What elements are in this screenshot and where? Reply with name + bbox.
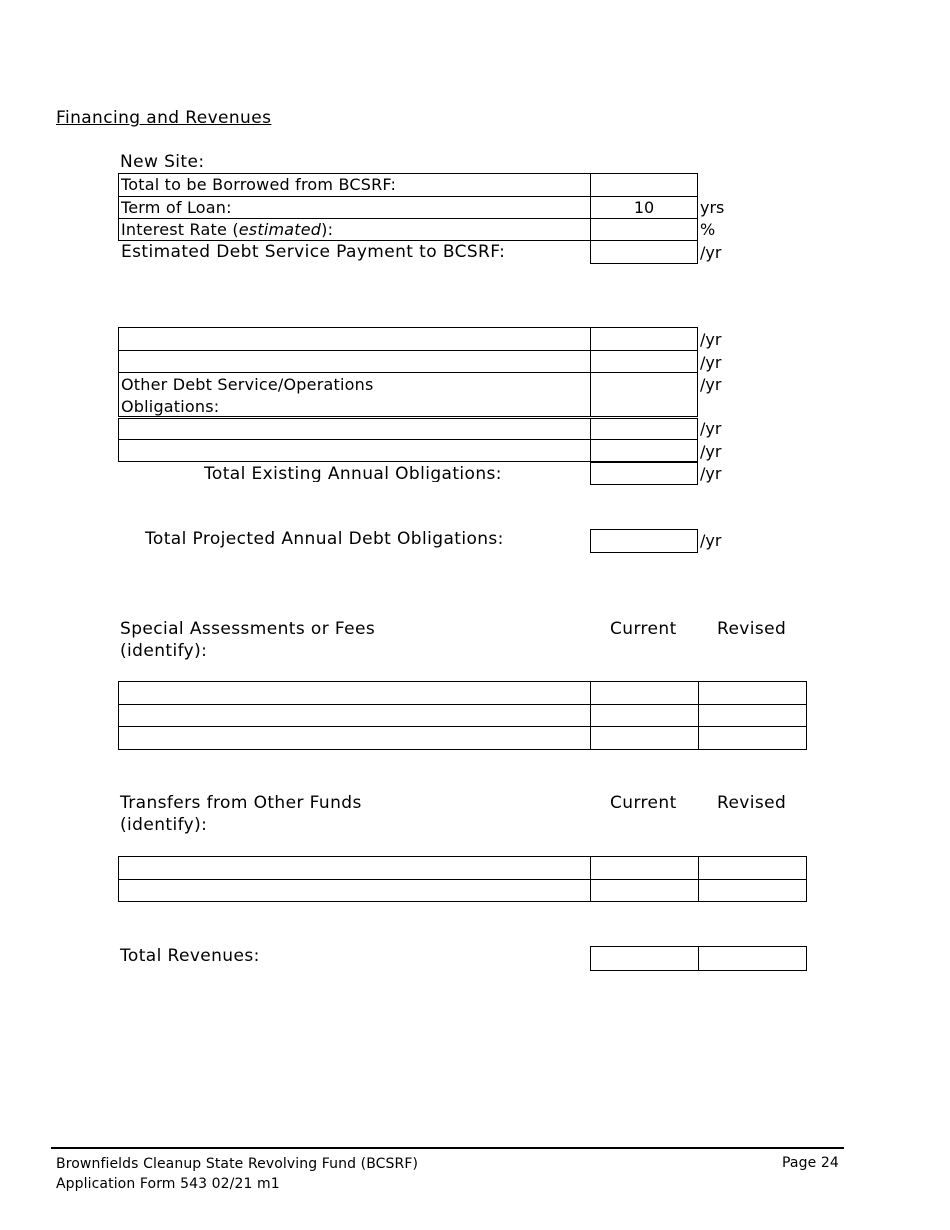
- special-row-3-current[interactable]: [590, 726, 699, 750]
- borrowed-amount-field[interactable]: [590, 173, 698, 197]
- special-assessments-revised-header: Revised: [717, 619, 787, 639]
- special-row-1-revised[interactable]: [698, 681, 807, 705]
- other-debt-label-line1: Other Debt Service/Operations: [121, 375, 374, 394]
- new-site-heading: New Site:: [120, 152, 205, 172]
- special-row-2-current[interactable]: [590, 704, 699, 727]
- existing-row-4-amount[interactable]: [590, 418, 698, 440]
- transfers-label-line1: Transfers from Other Funds: [120, 793, 362, 813]
- transfers-revised-header: Revised: [717, 793, 787, 813]
- footer-rule: [51, 1147, 844, 1149]
- interest-label: [121, 219, 333, 241]
- existing-row-3-label-cell: [118, 372, 591, 417]
- total-existing-field[interactable]: [590, 462, 698, 485]
- transfers-row-1-label[interactable]: [118, 856, 591, 880]
- special-assessments-label-line1: Special Assessments or Fees: [120, 619, 376, 639]
- special-assessments-current-header: Current: [610, 619, 677, 639]
- transfers-row-1-current[interactable]: [590, 856, 699, 880]
- existing-row-1-amount[interactable]: [590, 327, 698, 351]
- existing-row-3-unit: /yr: [700, 375, 722, 394]
- existing-row-1-label[interactable]: [118, 327, 591, 351]
- payment-label: Estimated Debt Service Payment to BCSRF:: [121, 242, 506, 262]
- interest-label-suffix: ):: [321, 220, 334, 239]
- special-row-3-label[interactable]: [118, 726, 591, 750]
- total-revenues-label: Total Revenues:: [120, 946, 260, 966]
- total-existing-label: Total Existing Annual Obligations:: [204, 464, 502, 482]
- total-revenues-revised[interactable]: [698, 946, 807, 971]
- term-label-cell: [118, 196, 591, 219]
- existing-row-4-unit: /yr: [700, 419, 722, 438]
- existing-row-5-amount[interactable]: [590, 439, 698, 462]
- special-row-2-revised[interactable]: [698, 704, 807, 727]
- borrowed-label: Total to be Borrowed from BCSRF:: [121, 175, 397, 194]
- existing-row-2-label[interactable]: [118, 350, 591, 373]
- term-field[interactable]: [590, 196, 698, 219]
- special-row-1-label[interactable]: [118, 681, 591, 705]
- special-row-1-current[interactable]: [590, 681, 699, 705]
- term-label: Term of Loan:: [121, 198, 232, 217]
- existing-row-5-label[interactable]: [118, 439, 591, 462]
- interest-rate-field[interactable]: [590, 218, 698, 241]
- interest-label-prefix: Interest Rate (: [121, 220, 239, 239]
- projected-field[interactable]: [590, 529, 698, 553]
- existing-row-1-unit: /yr: [700, 330, 722, 349]
- total-existing-unit: /yr: [700, 464, 722, 483]
- transfers-row-2-revised[interactable]: [698, 879, 807, 902]
- term-unit: yrs: [700, 198, 725, 217]
- transfers-row-2-current[interactable]: [590, 879, 699, 902]
- existing-row-3-amount[interactable]: [590, 372, 698, 417]
- page-number: Page 24: [782, 1155, 839, 1171]
- transfers-row-2-label[interactable]: [118, 879, 591, 902]
- interest-label-cell: [118, 218, 591, 241]
- special-row-3-revised[interactable]: [698, 726, 807, 750]
- special-assessments-label-line2: (identify):: [120, 641, 208, 661]
- projected-unit: /yr: [700, 531, 722, 550]
- term-value: 10: [633, 198, 655, 217]
- total-revenues-current[interactable]: [590, 946, 699, 971]
- other-debt-label-line2: Obligations:: [121, 397, 220, 416]
- footer-line1: Brownfields Cleanup State Revolving Fund (BCSRF): [56, 1156, 419, 1172]
- payment-unit: /yr: [700, 243, 722, 262]
- special-row-2-label[interactable]: [118, 704, 591, 727]
- transfers-label-line2: (identify):: [120, 815, 208, 835]
- transfers-row-1-revised[interactable]: [698, 856, 807, 880]
- interest-label-italic: estimated: [238, 220, 322, 239]
- existing-row-5-unit: /yr: [700, 442, 722, 461]
- projected-label: Total Projected Annual Debt Obligations:: [145, 529, 504, 549]
- interest-unit: %: [700, 220, 716, 239]
- existing-row-2-amount[interactable]: [590, 350, 698, 373]
- existing-row-4-label[interactable]: [118, 418, 591, 440]
- payment-field[interactable]: [590, 240, 698, 264]
- existing-row-2-unit: /yr: [700, 353, 722, 372]
- transfers-current-header: Current: [610, 793, 677, 813]
- borrowed-label-cell: [118, 173, 591, 197]
- footer-line2: Application Form 543 02/21 m1: [56, 1176, 280, 1192]
- section-title: Financing and Revenues: [56, 108, 272, 128]
